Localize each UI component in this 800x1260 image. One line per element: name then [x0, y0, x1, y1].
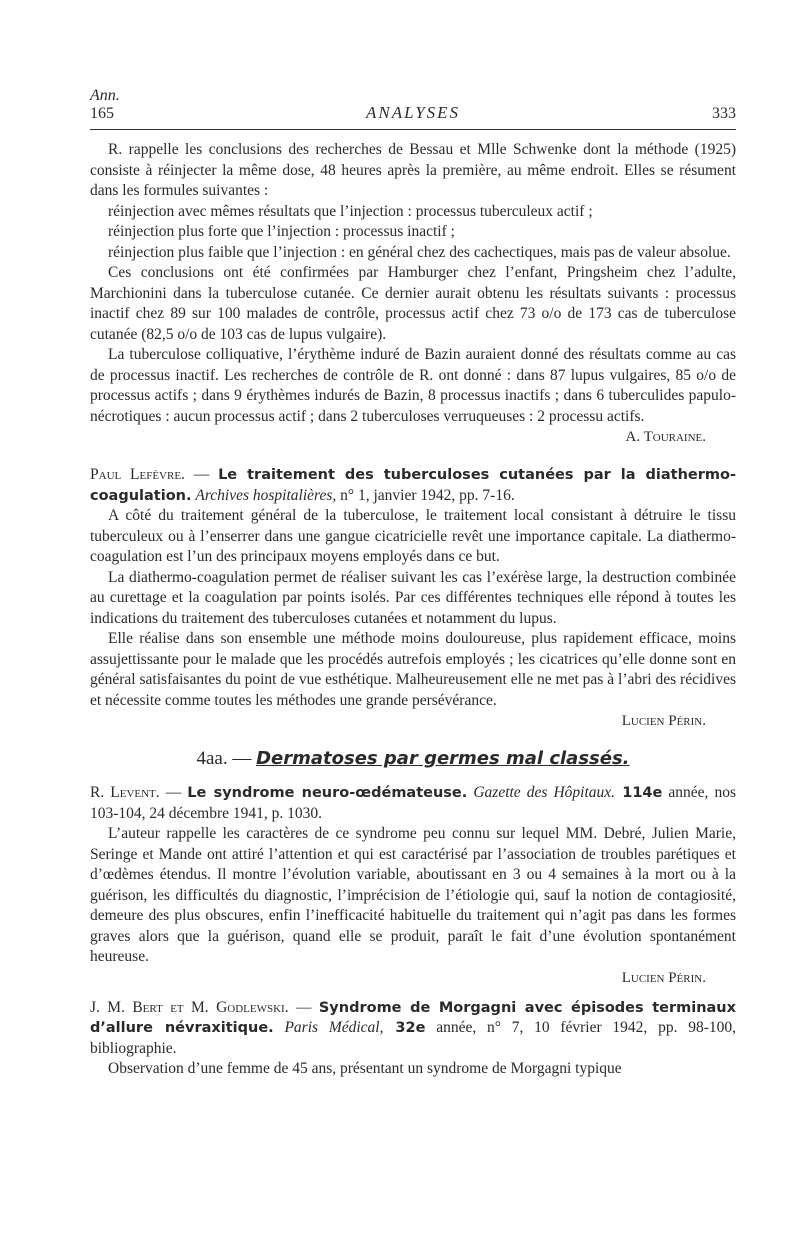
reference: année, nos 103-104, 24 décembre 1941, p. 1030. — [90, 784, 737, 822]
paragraph: réinjection plus faible que l’injection : en général chez des cachectiques, mais pas de valeur absolue. — [108, 243, 731, 261]
signature: Lucien Périn. — [621, 713, 706, 729]
paragraph: La diathermo-coagulation permet de réaliser suivant les cas l’exérèse large, la destruction combinée au curettage et la coagulation par points isolés. Par ces différentes techniques elle répond à toutes les indications du traitement des tuberculoses cutanées et notamment du lupus. — [90, 568, 736, 627]
header-ann: Ann. — [90, 87, 120, 104]
paragraph: Elle réalise dans son ensemble une méthode moins douloureuse, plus rapidement efficace, moins assujettissante pour le malade que les procédés autrefois employés ; les cicatrices qu’elle donne sont en général satisfaisantes du point de vue esthétique. Malheureusement elle ne met pas à l’abri des récidives et nécessite comme toutes les méthodes une grande persévérance. — [90, 630, 736, 709]
dash: — — [184, 466, 219, 483]
journal-volume: 32e — [383, 1020, 426, 1036]
page-number: 333 — [712, 105, 736, 122]
journal-name: Gazette des Hôpitaux. — [473, 784, 616, 801]
paragraph: réinjection avec mêmes résultats que l’injection : processus tuberculeux actif ; — [108, 202, 593, 220]
page — [90, 88, 736, 1080]
paragraph: R. rappelle les conclusions des recherches de Bessau et Mlle Schwenke dont la méthode (1925) consiste à réinjecter la même dose, 48 heures après la première, au même endroit. Elles se résument dans les formules suivantes : — [90, 141, 736, 199]
signature: A. Touraine. — [625, 429, 706, 445]
article-title: Le traitement des tuberculoses cutanées par la diathermo-coagulation. — [90, 467, 736, 504]
article-heading — [90, 998, 736, 1060]
dash: — — [288, 998, 319, 1016]
article-author: J. M. Bert et M. Godlewski. — [90, 998, 289, 1016]
section-heading — [90, 747, 736, 771]
header-rule — [90, 129, 736, 130]
article-heading — [90, 783, 736, 824]
running-title: ANALYSES — [365, 103, 461, 122]
paragraph: La tuberculose colliquative, l’érythème induré de Bazin auraient donné des résultats comme au cas de processus inactif. Les recherches de contrôle de R. ont donné : dans 87 lupus vulgaires, 85 o/o de processus actifs ; dans 9 érythèmes indurés de Bazin, 8 processus inactifs ; dans 6 tuberculides papulo-nécrotiques : aucun processus actif ; dans 2 tuberculoses verruqueuses : 2 processu actifs. — [90, 346, 736, 425]
paragraph: A côté du traitement général de la tuberculose, le traitement local consistant à détruire le tissu tuberculeux ou à l’enserrer dans une gangue cicatricielle revêt une importance capitale. La diathermo-coagulation est l’un des principaux moyens employés dans ce but. — [90, 507, 736, 565]
article-title: Syndrome de Morgagni avec épisodes terminaux d’allure névraxitique. — [90, 999, 736, 1036]
journal-volume: 114e — [615, 785, 663, 801]
reference: n° 1, janvier 1942, pp. 7-16. — [336, 486, 515, 504]
article-author: R. Levent. — [90, 784, 160, 801]
paragraph: L’auteur rappelle les caractères de ce syndrome peu connu sur lequel MM. Debré, Julien Marie, Seringe et Mande ont attiré l’attention et qui est caractérisé par l’association de troubles parétiques et d’œdèmes étendus. Il montre l’évolution variable, aboutissant en 3 ou 4 semaines à la mort ou à la guérison, les difficultés du diagnostic, l’imprécision de l’étiologie qui, sauf la notion de contagiosité, demeure des plus obscures, enfin l’inefficacité habituelle du traitement qui n’agit pas dans les formes graves alors que la guérison, quand elle se produit, paraît le fait d’une évolution spontanément heureuse. — [90, 825, 736, 965]
section-number: 4aa. — — [196, 748, 257, 769]
dash: — — [159, 784, 188, 801]
article-heading — [90, 465, 736, 506]
reference: année, n° 7, 10 février 1942, pp. 98-100, bibliographie. — [90, 1019, 736, 1057]
paragraph: Ces conclusions ont été confirmées par Hamburger chez l’enfant, Pringsheim chez l’adulte, Marchionini dans la tuberculose cutanée. Ce dernier aurait obtenu les résultats suivants : processus inactif chez 89 sur 100 malades de contrôle, processus actif chez 73 o/o de 173 cas de tuberculose cutanée (82,5 o/o de 103 cas de lupus vulgaire). — [90, 264, 736, 343]
signature: Lucien Périn. — [621, 969, 706, 986]
running-header — [90, 104, 736, 123]
paragraph: réinjection plus forte que l’injection : processus inactif ; — [108, 223, 455, 240]
journal-name: Archives hospitalières, — [195, 486, 337, 504]
paragraph: Observation d’une femme de 45 ans, présentant un syndrome de Morgagni typique — [108, 1060, 622, 1077]
section-title: Dermatoses par germes mal classés. — [256, 748, 630, 769]
article-author: Paul Lefèvre. — [90, 466, 185, 483]
article-title: Le syndrome neuro-œdémateuse. — [187, 785, 468, 801]
journal-name: Paris Médical, — [284, 1019, 384, 1036]
volume-number: 165 — [90, 105, 114, 122]
